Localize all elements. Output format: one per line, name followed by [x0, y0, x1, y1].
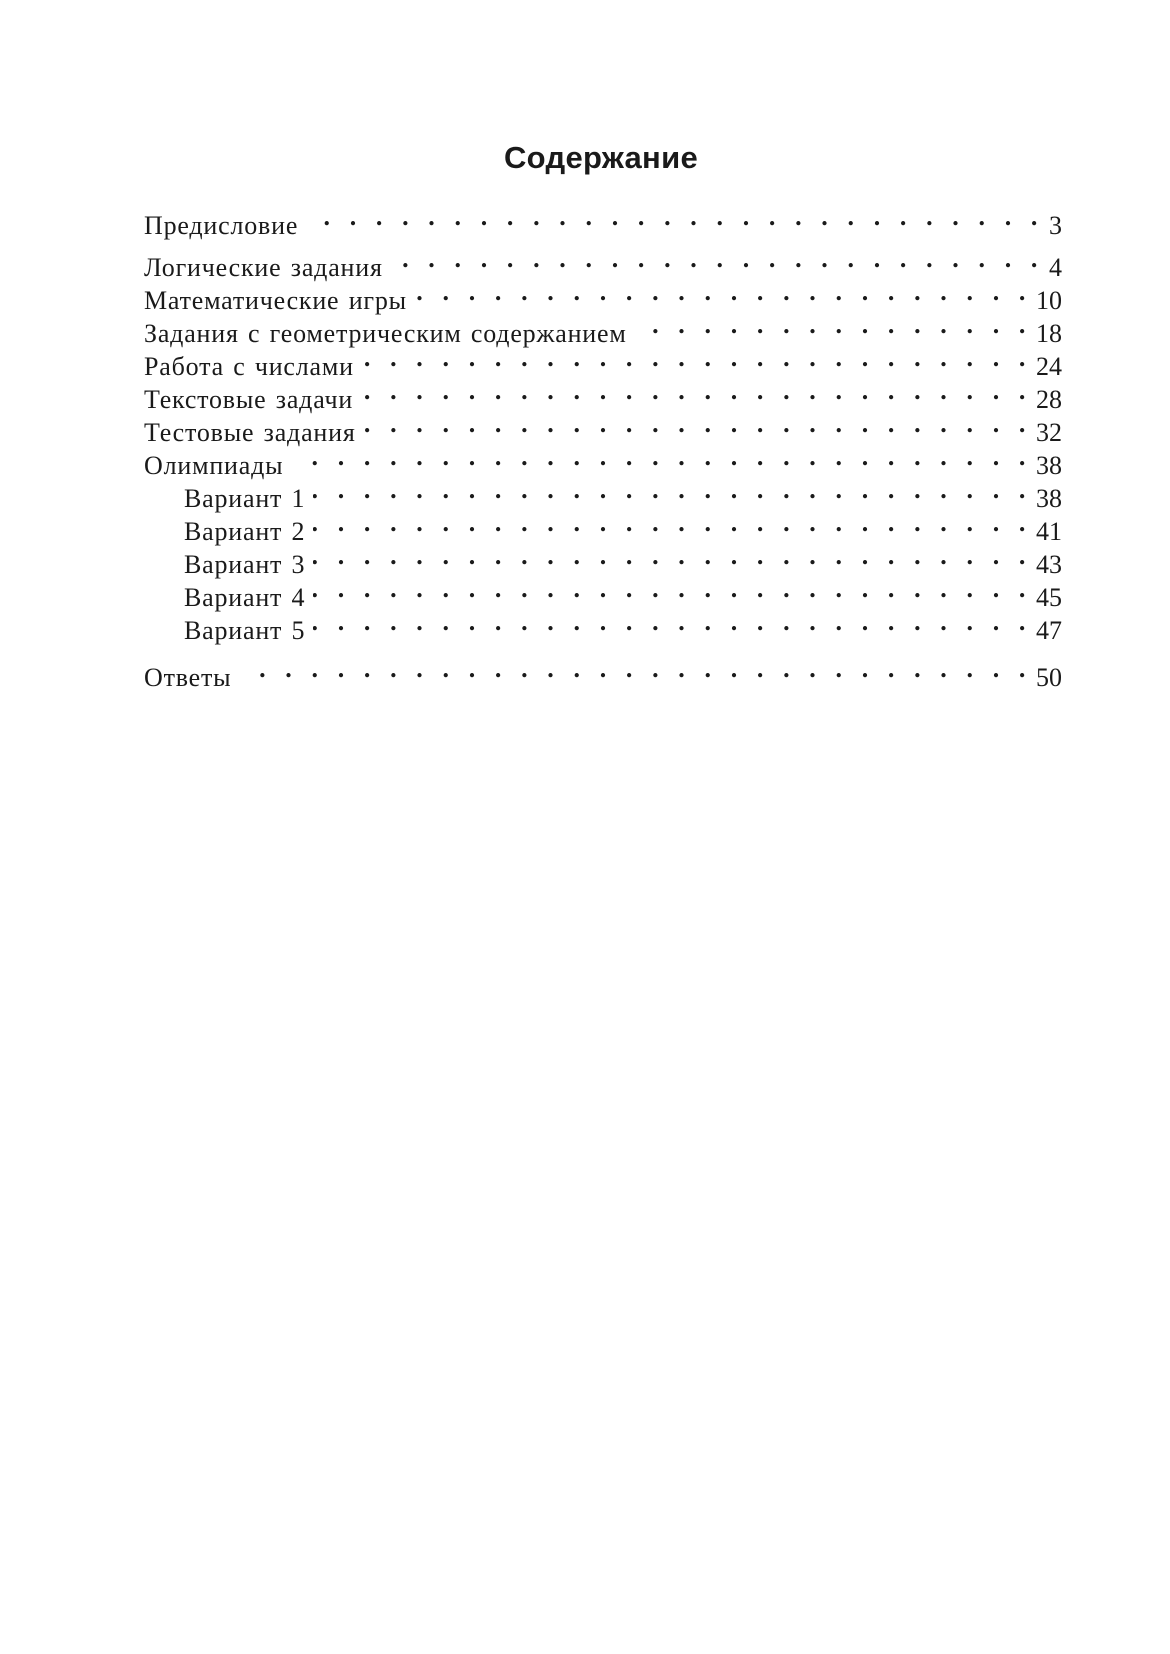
- toc-entry-numbers[interactable]: [144, 341, 1062, 381]
- toc-entry-title: Вариант 3: [184, 550, 306, 579]
- toc-entry-variant-1[interactable]: [184, 473, 1062, 513]
- page-title: Содержание: [504, 140, 698, 175]
- toc-entry-title: Тестовые задания: [144, 418, 356, 447]
- toc-entry-page: 4: [1049, 253, 1062, 282]
- toc-entry-logic-tasks[interactable]: [144, 242, 1062, 282]
- toc-dot-leader: [313, 605, 1032, 639]
- toc-entry-title: Вариант 1: [184, 484, 306, 513]
- toc-dot-leader: [313, 539, 1032, 573]
- toc-dot-leader: [361, 374, 1032, 408]
- toc-entry-page: 50: [1036, 663, 1062, 692]
- toc-entry-test-tasks[interactable]: [144, 407, 1062, 447]
- toc-entry-page: 28: [1036, 385, 1062, 414]
- toc-entry-page: 47: [1036, 616, 1062, 645]
- toc-entry-answers[interactable]: [144, 652, 1062, 692]
- toc-entry-title: Олимпиады: [144, 451, 284, 480]
- toc-entry-word-problems[interactable]: [144, 374, 1062, 414]
- toc-dot-leader: [362, 341, 1032, 375]
- toc-entry-variant-3[interactable]: [184, 539, 1062, 579]
- toc-dot-leader: [635, 308, 1032, 342]
- toc-entry-title: Предисловие: [144, 211, 299, 240]
- toc-entry-title: Ответы: [144, 663, 232, 692]
- toc-dot-leader: [239, 652, 1032, 686]
- toc-dot-leader: [291, 440, 1032, 474]
- toc-entry-page: 41: [1036, 517, 1062, 546]
- toc-entry-variant-4[interactable]: [184, 572, 1062, 612]
- toc-entry-title: Логические задания: [144, 253, 383, 282]
- toc-entry-variant-5[interactable]: [184, 605, 1062, 645]
- toc-entry-title: Математические игры: [144, 286, 407, 315]
- toc-dot-leader: [313, 473, 1032, 507]
- toc-entry-page: 3: [1049, 211, 1062, 240]
- toc-dot-leader: [415, 275, 1032, 309]
- toc-entry-page: 10: [1036, 286, 1062, 315]
- toc-entry-title: Задания с геометрическим содержанием: [144, 319, 627, 348]
- toc-entry-page: 32: [1036, 418, 1062, 447]
- toc-entry-page: 45: [1036, 583, 1062, 612]
- toc-entry-page: 38: [1036, 451, 1062, 480]
- toc-dot-leader: [306, 200, 1044, 234]
- toc-entry-title: Вариант 5: [184, 616, 306, 645]
- toc-entry-math-games[interactable]: [144, 275, 1062, 315]
- toc-entry-page: 18: [1036, 319, 1062, 348]
- toc-dot-leader: [313, 506, 1032, 540]
- toc-entry-variant-2[interactable]: [184, 506, 1062, 546]
- toc-entry-olympiads[interactable]: [144, 440, 1062, 480]
- toc-entry-title: Вариант 2: [184, 517, 306, 546]
- toc-dot-leader: [391, 242, 1044, 276]
- toc-entry-title: Текстовые задачи: [144, 385, 354, 414]
- toc-entry-title: Вариант 4: [184, 583, 306, 612]
- toc-entry-geometry-tasks[interactable]: [144, 308, 1062, 348]
- toc-dot-leader: [313, 572, 1032, 606]
- toc-dot-leader: [364, 407, 1032, 441]
- toc-entry-page: 38: [1036, 484, 1062, 513]
- toc-entry-preface[interactable]: [144, 200, 1062, 240]
- toc-entry-title: Работа с числами: [144, 352, 354, 381]
- toc-entry-page: 24: [1036, 352, 1062, 381]
- toc-entry-page: 43: [1036, 550, 1062, 579]
